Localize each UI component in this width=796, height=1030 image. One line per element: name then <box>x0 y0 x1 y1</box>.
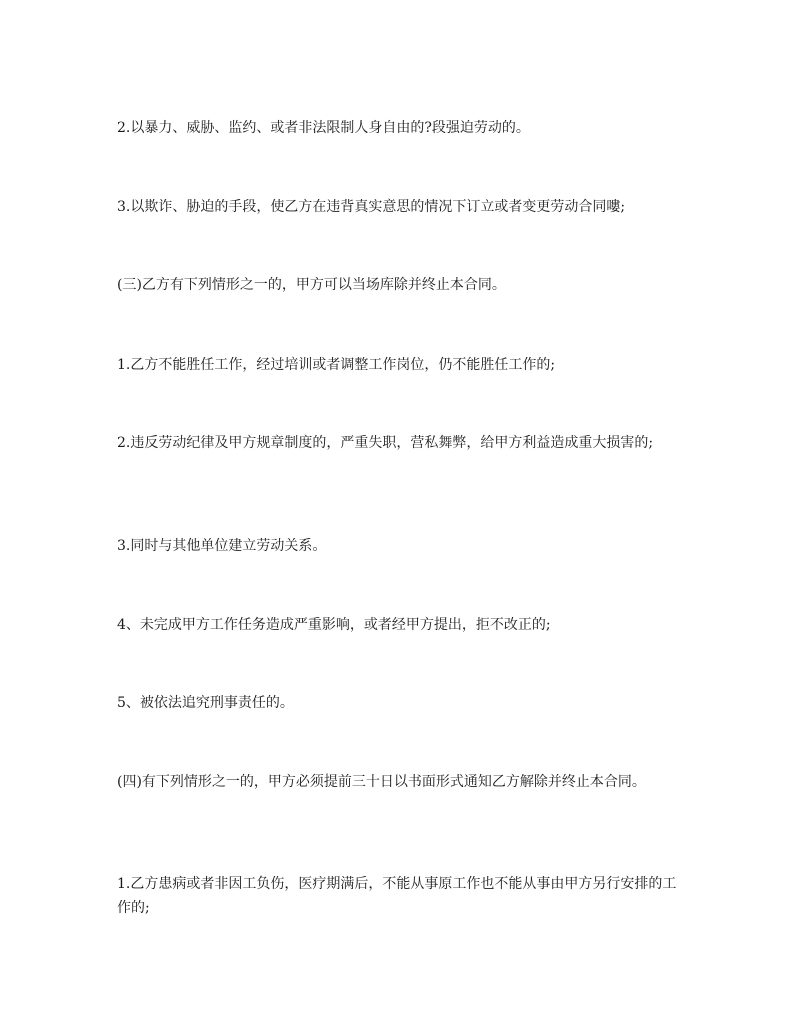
paragraph-item-3-other-employer: 3.同时与其他单位建立劳动关系。 <box>117 538 327 554</box>
paragraph-section-three-heading: (三)乙方有下列情形之一的，甲方可以当场库除并终止本合同。 <box>117 277 506 293</box>
paragraph-item-2-discipline: 2.违反劳动纪律及甲方规章制度的，严重失职，营私舞弊，给甲方利益造成重大损害的; <box>117 435 654 451</box>
paragraph-item-4-tasks: 4、未完成甲方工作任务造成严重影响，或者经甲方提出，拒不改正的; <box>117 617 551 633</box>
paragraph-item-3-fraud: 3.以欺诈、胁迫的手段，使乙方在违背真实意思的情况下订立或者变更劳动合同嘍; <box>117 199 626 215</box>
paragraph-item-5-criminal: 5、被依法追究刑事责任的。 <box>117 695 294 711</box>
paragraph-section-four-heading: (四)有下列情形之一的，甲方必须提前三十日以书面形式通知乙方解除并终止本合同。 <box>117 774 646 790</box>
paragraph-item-2-violence: 2.以暴力、威胁、监约、或者非法限制人身自由的?段强迫劳动的。 <box>117 120 530 136</box>
paragraph-item-1-incompetent: 1.乙方不能胜任工作，经过培训或者调整工作岗位，仍不能胜任工作的; <box>117 357 556 373</box>
paragraph-item-1-illness: 1.乙方患病或者非因工负伤，医疗期满后，不能从事原工作也不能从事由甲方另行安排的工作的; <box>117 876 677 916</box>
